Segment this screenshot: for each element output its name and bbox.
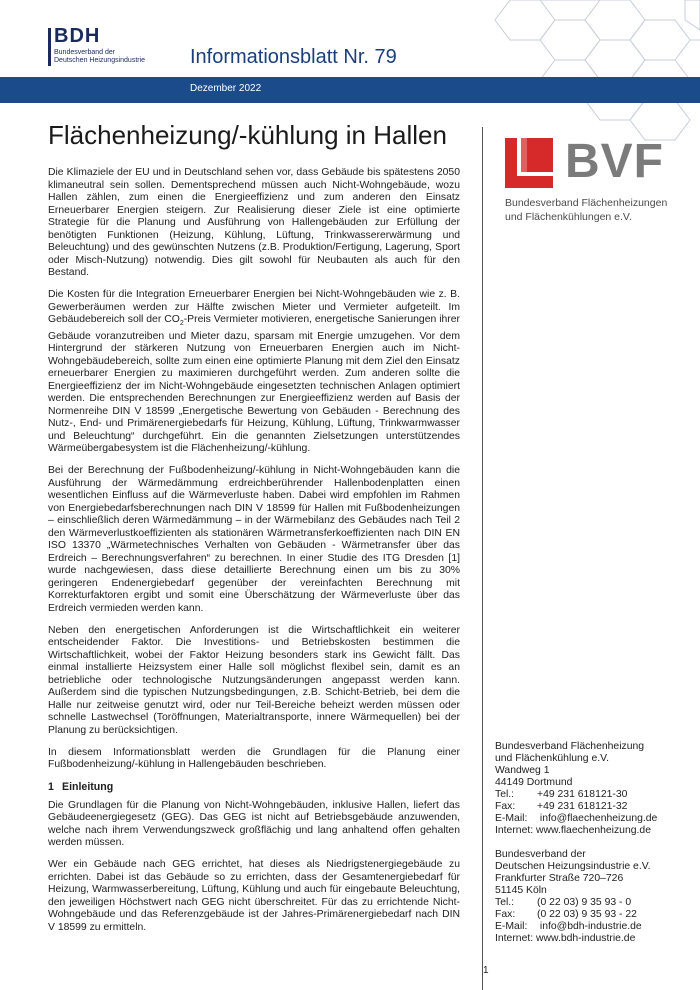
bdh-logo-bar <box>48 28 51 66</box>
email-link[interactable]: info@bdh-industrie.de <box>539 921 642 932</box>
contact-info <box>495 741 657 957</box>
contact-web: Internet: www.bdh-industrie.de <box>495 933 636 944</box>
contact-phone: Tel.: (0 22 03) 9 35 93 - 0 <box>495 897 632 908</box>
contact-bdh: Bundesverband der Deutschen Heizungsindustrie e.V. Frankfurter Straße 720–726 51145 Köln Tel.: (0 22 03) 9 35 93 - 0 Fax: (0 22 03) 9 35 93 - 22 E-Mail: info@bdh-industrie.de Internet: www.bdh-industrie.de <box>495 849 657 945</box>
bvf-logo-mark <box>505 138 553 188</box>
contact-fax: Fax: (0 22 03) 9 35 93 - 22 <box>495 909 637 920</box>
paragraph: Die Klimaziele der EU und in Deutschland sehen vor, dass Gebäude bis spätestens 2050 klimaneutral sein sollen. Dementsprechend müssen auch Nicht-Wohngebäude, wozu Hallen zählen, zum einen die Energieeffizienz und zum anderen den Einsatz Erneuerbarer Energien steigern. Zur Realisierung dieser Ziele ist eine optimierte Strategie für die Planung und Ausführung von Hallengebäuden zur Erfüllung der benötigten Funktionen (Heizung, Kühlung, Lüftung, Trinkwassererwärmung und Beleuchtung) und des gewünschten Nutzens (z.B. Produktion/Fertigung, Lagerung, Sport oder Misch-Nutzung) notwendig. Dies gilt sowohl für Neubauten als auch für den Bestand. <box>48 167 460 278</box>
bvf-logo-letters: BVF <box>565 135 664 188</box>
paragraph: Bei der Berechnung der Fußbodenheizung/-kühlung in Nicht-Wohngebäuden kann die Ausführung der Wärmedämmung erdreichberührender Hallenbodenplatten einen wesentlichen Einfluss auf die Wärmeverluste haben. Dabei wird empfohlen im Rahmen von Energiebedarfsberechnungen nach DIN V 18599 für Hallen mit Fußbodenheizungen – einschließlich deren Wärmedämmung – in der Wärmebilanz des Gebäudes nach Teil 2 den Wärmeverlustkoeffizienten als stationären Wärmetransferkoeffizienten nach DIN EN ISO 13370 „Wärmetechnisches Verhalten von Gebäuden - Wärmetransfer über das Erdreich – Berechnungsverfahren“ zu berechnen. In einer Studie des ITG Dresden [1] wurde nachgewiesen, dass diese detaillierte Berechnung einen um bis zu 30% geringeren Endenergiebedarf gegenüber der vereinfachten Berechnung mit Korrekturfaktoren ergibt und somit eine Überschätzung der Wärmeverluste über das Erdreich vermieden werden kann. <box>48 465 460 614</box>
paragraph: Neben den energetischen Anforderungen ist die Wirtschaftlichkeit ein weiterer entscheidender Faktor. Die Investitions- und Betriebskosten bestimmen die Wirtschaftlichkeit, wobei der Faktor Heizung besonders stark ins Gewicht fällt. Das einmal installierte Heizsystem einer Halle soll möglichst flexibel sein, damit es an betriebliche oder technologische Nutzungsänderungen angepasst werden kann. Außerdem sind die typischen Nutzungsbedingungen, z.B. Schicht-Betrieb, bei dem die Halle nur zeitweise genutzt wird, oder nur Teil-Bereiche beheizt werden müssen oder schnelle Lastwechsel (Toröffnungen, Materialtransporte, innere Wärmequellen) bei der Planung zu berücksichtigen. <box>48 624 460 736</box>
contact-web: Internet: www.flaechenheizung.de <box>495 825 651 836</box>
section-heading <box>48 781 460 794</box>
paragraph: In diesem Informationsblatt werden die Grundlagen für die Planung einer Fußbodenheizung/-kühlung in Hallengebäuden beschrieben. <box>48 746 460 771</box>
article-body <box>48 167 460 944</box>
section-number: 1 <box>48 781 54 794</box>
bdh-logo-subtitle: Bundesverband der Deutschen Heizungsindustrie <box>54 49 146 64</box>
contact-bvf: Bundesverband Flächenheizung und Flächenkühlung e.V. Wandweg 1 44149 Dortmund Tel.: +49 231 618121-30 Fax: +49 231 618121-32 E-Mail: info@flaechenheizung.de Internet: www.flaechenheizung.de <box>495 741 658 836</box>
header-band <box>0 77 700 103</box>
paragraph: Die Grundlagen für die Planung von Nicht-Wohngebäuden, inklusive Hallen, liefert das Gebäudeenergiegesetz (GEG). Das GEG ist nicht auf Betriebsgebäude anzuwenden, welche nach ihrem Verwendungszweck großflächig und lang anhaltend offen gehalten werden müssen. <box>48 799 460 849</box>
contact-fax: Fax: +49 231 618121-32 <box>495 801 628 812</box>
contact-phone: Tel.: +49 231 618121-30 <box>495 789 628 800</box>
paragraph: Die Kosten für die Integration Erneuerbarer Energien bei Nicht-Wohngebäuden wie z. B. Gewerberäumen werden zur Hälfte zwischen Mieter und Vermieter aufgeteilt. Im Gebäudebereich soll der $CO_2$-Preis Vermieter motivieren, energetische Sanierungen ihrer Gebäude voranzutreiben und Mieter dazu, sparsam mit Energie umzugehen. Vor dem Hintergrund der stärkeren Nutzung von Erneuerbaren Energien auch im Nicht-Wohngebäudebereich, sollte zum einen eine optimierte Planung mit dem Ziel den Einsatz erneuerbarer Energien zu maximieren durchgeführt werden. Zum anderen sollte die Energieeffizienz der im Nicht-Wohngebäude eingesetzten technischen Anlagen optimiert werden. Die entsprechenden Berechnungen zur Energieeffizienz werden auf Basis der Normenreihe DIN V 18599 „Energetische Bewertung von Gebäuden - Berechnung des Nutz-, End- und Primärenergiebedarfs für Heizung, Kühlung, Lüftung, Trinkwarmwasser und Beleuchtung“ durchgeführt. Ein die genannten Zielsetzungen unterstützendes Wärmeübergabesystem ist die Flächenheizung/-kühlung. <box>48 289 460 455</box>
paragraph: Wer ein Gebäude nach GEG errichtet, hat dieses als Niedrigstenergiegebäude zu errichten. Dabei ist das Gebäude so zu errichten, dass der Gesamtenergiebedarf für Heizung, Warmwasserbereitung, Lüftung, Kühlung und auch für eingebaute Beleuchtung, den jeweiligen Höchstwert nach GEG nicht überschreitet. Für das zu errichtende Nicht-Wohngebäude und das Referenzgebäude ist der Jahres-Primärenergiebedarf nach DIN V 18599 zu ermitteln. <box>48 859 460 933</box>
page-number: 1 <box>483 965 489 976</box>
issue-date: Dezember 2022 <box>190 83 262 94</box>
section-title: Einleitung <box>62 781 114 794</box>
info-sheet-title: Informationsblatt Nr. 79 <box>190 46 397 68</box>
bdh-logo-word: BDH <box>54 25 101 47</box>
contact-email: E-Mail: info@bdh-industrie.de <box>495 921 642 932</box>
website-link[interactable]: www.bdh-industrie.de <box>536 933 636 944</box>
hexagon-pattern-decoration <box>440 0 700 150</box>
page-title: Flächenheizung/-kühlung in Hallen <box>48 120 447 150</box>
website-link[interactable]: www.flaechenheizung.de <box>536 825 651 836</box>
contact-email: E-Mail: info@flaechenheizung.de <box>495 813 658 824</box>
bvf-logo-subtitle: Bundesverband Flächenheizungen und Flächenkühlungen e.V. <box>505 197 668 223</box>
column-divider <box>482 127 483 990</box>
email-link[interactable]: info@flaechenheizung.de <box>539 813 658 824</box>
